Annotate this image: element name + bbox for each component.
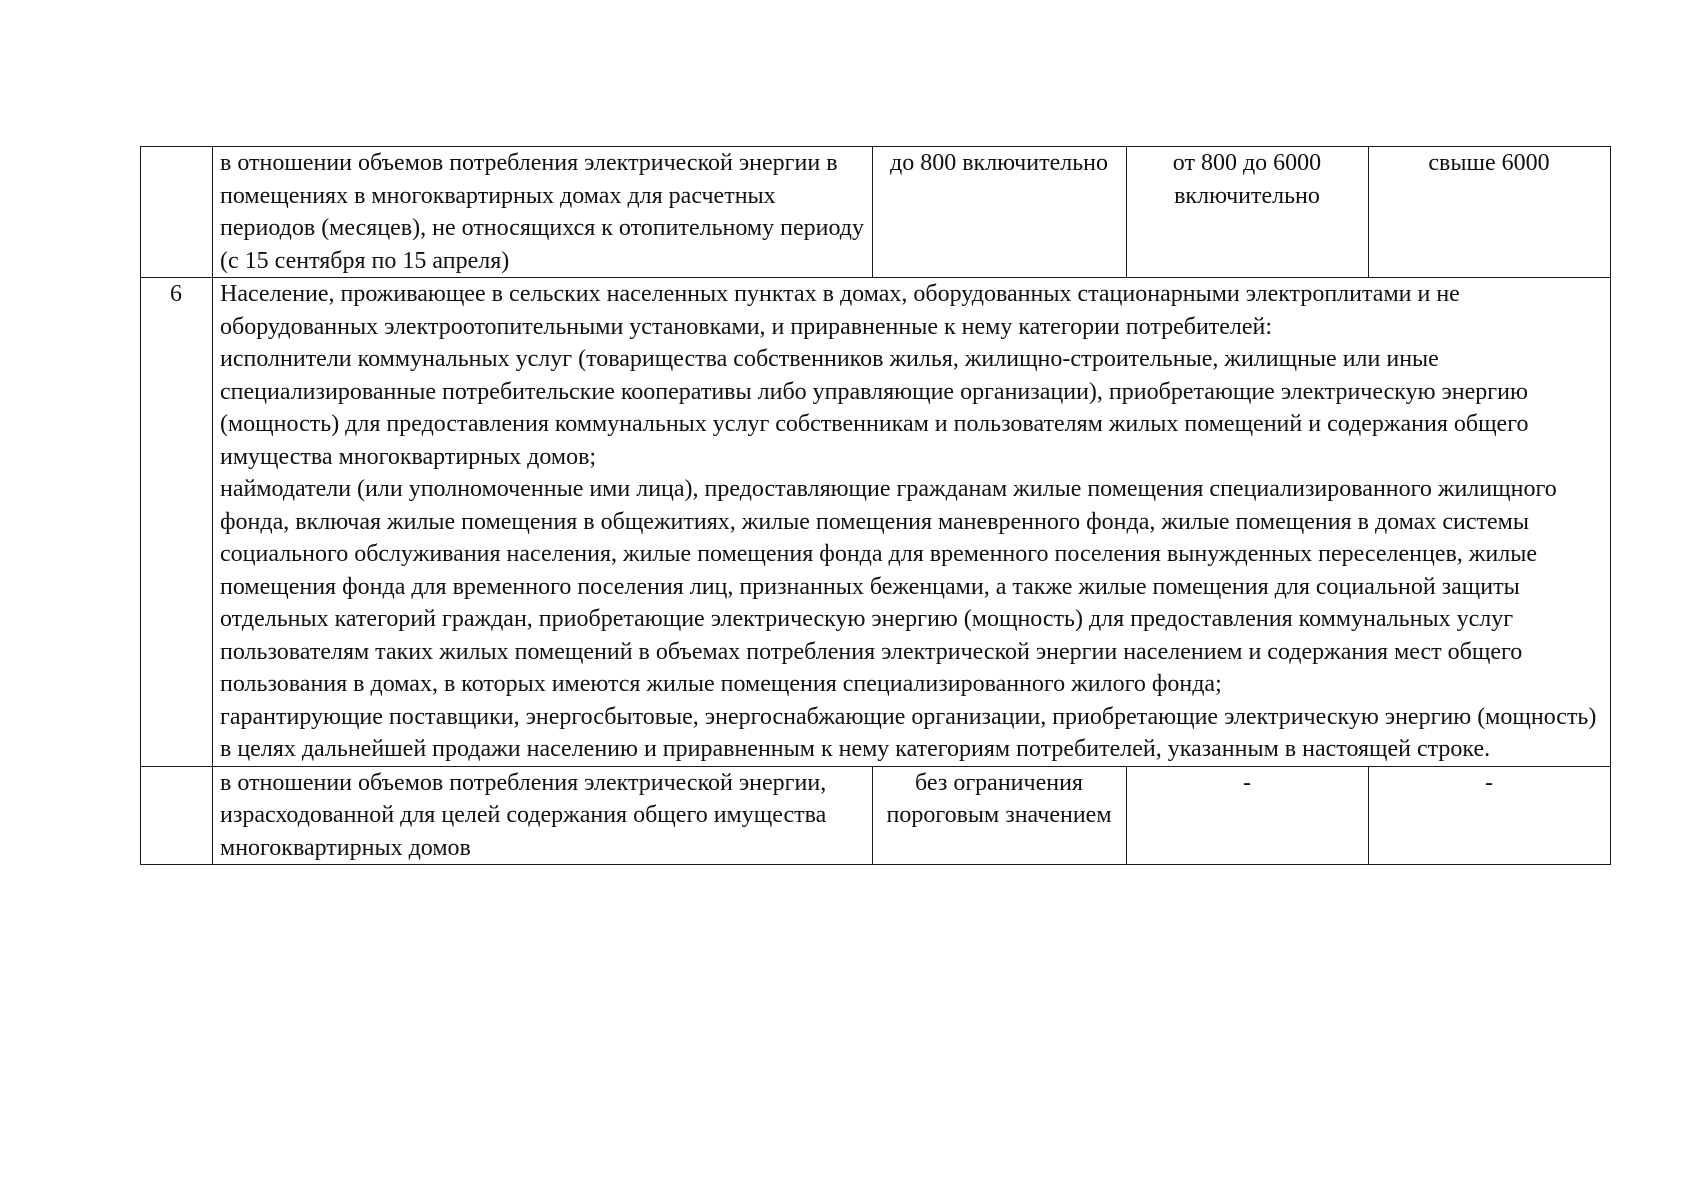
range-cell-2: от 800 до 6000 включительно xyxy=(1127,147,1369,278)
table-row xyxy=(141,766,1611,865)
category-paragraph: гарантирующие поставщики, энергосбытовые, энергоснабжающие организации, приобретающие электрическую энергию (мощность) в целях дальнейшей продажи населению и приравненным к нему категориям потребителей, указанным в настоящей строке. xyxy=(220,703,1597,762)
range-cell-3: - xyxy=(1369,766,1611,865)
range-cell-1: без ограничения пороговым значением xyxy=(873,766,1127,865)
range-cell-2: - xyxy=(1127,766,1369,865)
table-row xyxy=(141,147,1611,278)
category-paragraph: наймодатели (или уполномоченные ими лица), предоставляющие гражданам жилые помещения специализированного жилищного фонда, включая жилые помещения в общежитиях, жилые помещения маневренного фонда, жилые помещения в домах системы социального обслуживания населения, жилые помещения фонда для временного поселения вынужденных переселенцев, жилые помещения фонда для временного поселения лиц, признанных беженцами, а также жилые помещения для социальной защиты отдельных категорий граждан, приобретающие электрическую энергию (мощность) для предоставления коммунальных услуг пользователям таких жилых помещений в объемах потребления электрической энергии населением и содержания мест общего пользования в домах, в которых имеются жилые помещения специализированного жилого фонда; xyxy=(220,476,1557,697)
row-number: 6 xyxy=(141,278,213,767)
row-number xyxy=(141,147,213,278)
category-description xyxy=(213,278,1611,767)
category-paragraph: Население, проживающее в сельских населенных пунктах в домах, оборудованных стационарными электроплитами и не оборудованных электроотопительными установками, и приравненные к нему категории потребителей: xyxy=(220,281,1460,340)
row-number xyxy=(141,766,213,865)
consumption-description: в отношении объемов потребления электрической энергии в помещениях в многоквартирных домах для расчетных периодов (месяцев), не относящихся к отопительному периоду (с 15 сентября по 15 апреля) xyxy=(213,147,873,278)
range-cell-1: до 800 включительно xyxy=(873,147,1127,278)
range-cell-3: свыше 6000 xyxy=(1369,147,1611,278)
table-row xyxy=(141,278,1611,767)
consumption-description: в отношении объемов потребления электрической энергии, израсходованной для целей содержания общего имущества многоквартирных домов xyxy=(213,766,873,865)
tariff-table xyxy=(140,146,1611,865)
category-paragraph: исполнители коммунальных услуг (товарищества собственников жилья, жилищно-строительные, жилищные или иные специализированные потребительские кооперативы либо управляющие организации), приобретающие электрическую энергию (мощность) для предоставления коммунальных услуг собственникам и пользователям жилых помещений и содержания общего имущества многоквартирных домов; xyxy=(220,346,1529,470)
